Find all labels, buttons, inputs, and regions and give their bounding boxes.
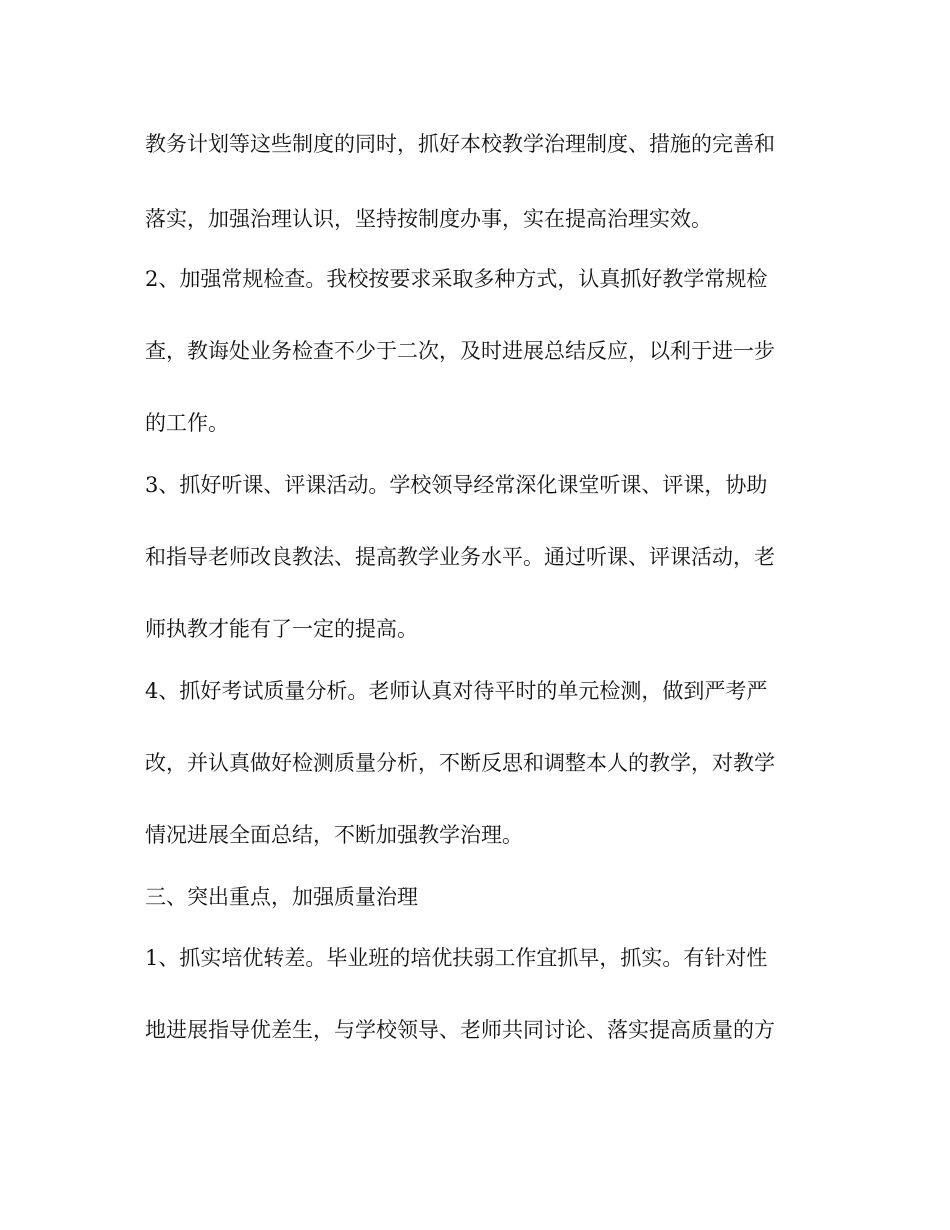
paragraph-line: 查，教诲处业务检查不少于二次，及时进展总结反应，以利于进一步 — [145, 339, 775, 363]
paragraph-line: 1、抓实培优转差。毕业班的培优扶弱工作宜抓早，抓实。有针对性 — [145, 946, 768, 970]
paragraph-line: 情况进展全面总结，不断加强教学治理。 — [145, 823, 523, 847]
paragraph-line: 教务计划等这些制度的同时，抓好本校教学治理制度、措施的完善和 — [145, 132, 775, 156]
paragraph-line: 地进展指导优差生，与学校领导、老师共同讨论、落实提高质量的方 — [145, 1018, 775, 1042]
paragraph-line: 2、加强常规检查。我校按要求采取多种方式，认真抓好教学常规检 — [145, 267, 768, 291]
paragraph-line: 和指导老师改良教法、提高教学业务水平。通过听课、评课活动，老 — [145, 545, 775, 569]
paragraph-line: 改，并认真做好检测质量分析，不断反思和调整本人的教学，对教学 — [145, 751, 775, 775]
paragraph-line: 师执教才能有了一定的提高。 — [145, 617, 418, 641]
paragraph-line: 的工作。 — [145, 411, 229, 435]
paragraph-line: 落实，加强治理认识，坚持按制度办事，实在提高治理实效。 — [145, 207, 712, 231]
paragraph-line: 4、抓好考试质量分析。老师认真对待平时的单元检测，做到严考严 — [145, 679, 768, 703]
paragraph-line: 3、抓好听课、评课活动。学校领导经常深化课堂听课、评课，协助 — [145, 473, 768, 497]
section-heading: 三、突出重点，加强质量治理 — [145, 885, 418, 909]
